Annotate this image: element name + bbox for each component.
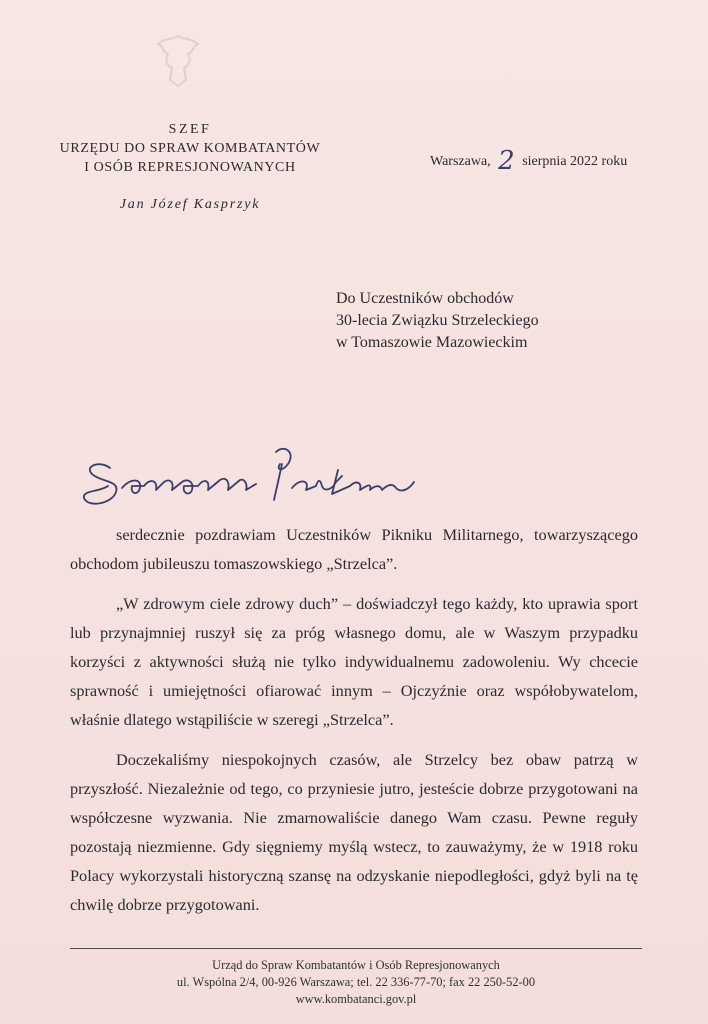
body-paragraph-2: „W zdrowym ciele zdrowy duch” – doświadczył tego każdy, kto uprawia sport lub przynajmniej ruszył się za próg własnego domu, ale w Waszym przypadku korzyści z aktywności służą nie tylko indywidualnemu zadowoleniu. Wy chcecie sprawność i umiejętności ofiarować innym – Ojczyźnie oraz współobywatelom, właśnie dlatego wstąpiliście w szeregi „Strzelca”. (70, 594, 638, 729)
date-day-handwritten: 2 (498, 146, 515, 176)
letter-body (70, 520, 638, 930)
footer-line1: Urząd do Spraw Kombatantów i Osób Represjonowanych (212, 958, 500, 972)
date-month-year: sierpnia 2022 roku (522, 154, 628, 169)
eagle-emblem-icon (150, 30, 206, 90)
date-line (430, 146, 627, 176)
body-paragraph-1: serdecznie pozdrawiam Uczestników Pikniku Militarnego, towarzyszącego obchodom jubileuszu tomaszowskiego „Strzelca”. (70, 525, 638, 573)
footer-website-link: www.kombatanci.gov.pl (295, 992, 417, 1006)
sender-office-line1: URZĘDU DO SPRAW KOMBATANTÓW (59, 141, 321, 156)
body-paragraph-3: Doczekaliśmy niespokojnych czasów, ale Strzelcy bez obaw patrzą w przyszłość. Niezależnie od tego, co przyniesie jutro, jesteście dobrze przygotowani na współczesne wyzwania. Nie zmarnowaliście danego Wam czasu. Pewne reguły pozostają niezmienne. Gdy sięgniemy myślą wstecz, to zauważymy, że w 1918 roku Polacy wykorzystali historyczną szansę na odzyskanie niepodległości, gdyż byli na tę chwilę dobrze przygotowani. (70, 750, 638, 914)
recipient-block (336, 288, 539, 354)
sender-title: SZEF (168, 122, 212, 137)
recipient-line3: w Tomaszowie Mazowieckim (336, 334, 528, 351)
footer-line2: ul. Wspólna 2/4, 00-926 Warszawa; tel. 22 336-77-70; fax 22 250-52-00 (176, 975, 536, 989)
recipient-line2: 30-lecia Związku Strzeleckiego (336, 312, 539, 329)
sender-office-line2: I OSÓB REPRESJONOWANYCH (84, 160, 296, 175)
footer-divider (70, 948, 642, 949)
recipient-line1: Do Uczestników obchodów (336, 290, 514, 307)
date-city: Warszawa, (430, 154, 491, 169)
letter-footer (70, 957, 642, 1008)
handwritten-salutation (70, 430, 450, 520)
sender-header (40, 120, 340, 214)
sender-name: Jan Józef Kasprzyk (119, 197, 261, 212)
